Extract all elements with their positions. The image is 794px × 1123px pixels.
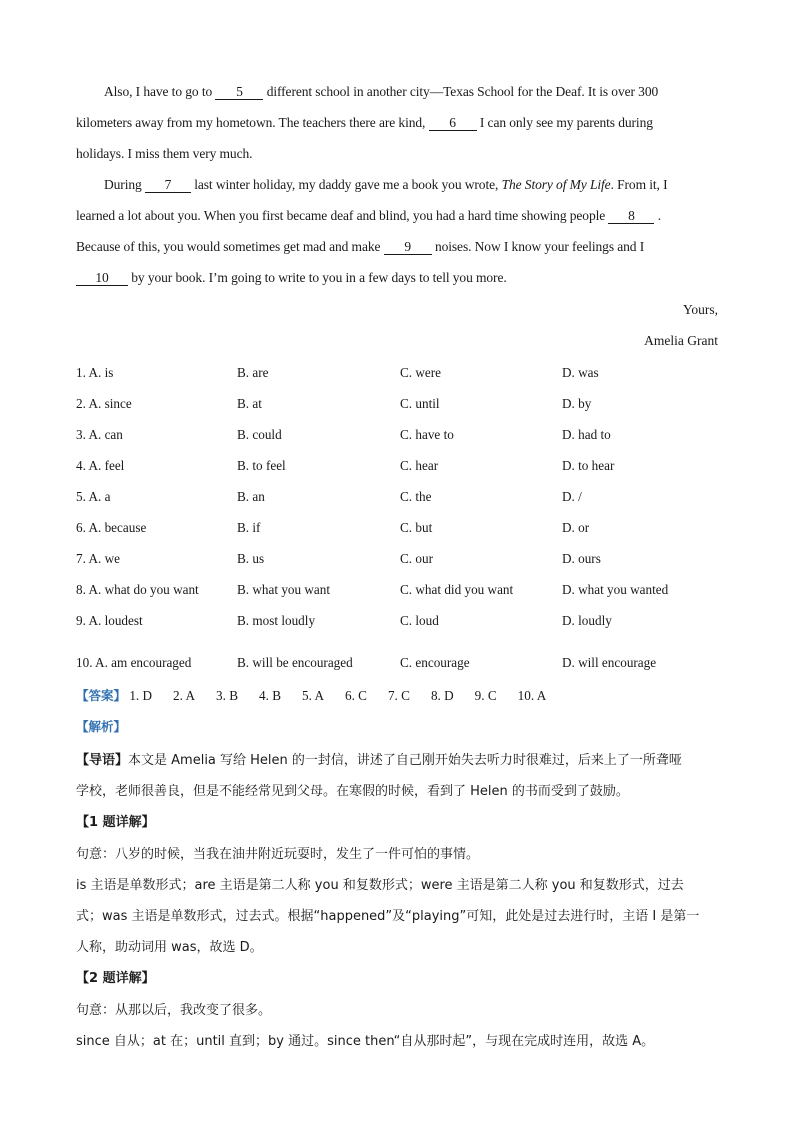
letter-signature: Amelia Grant <box>644 333 718 348</box>
blank-10: 10 <box>76 271 128 286</box>
q2-heading: 【2 题详解】 <box>76 971 155 986</box>
passage-line: holidays. I miss them very much. <box>76 146 253 161</box>
intro-line <box>76 749 682 768</box>
option-d: D. by <box>562 396 592 411</box>
analysis-tag: 【解析】 <box>76 719 127 734</box>
option-d: D. what you wanted <box>562 582 669 597</box>
q2-line: since 自从；at 在；until 直到；by 通过。since then“自从那时起”，与现在完成时连用，故选 A。 <box>76 1034 655 1049</box>
option-b: B. are <box>237 365 269 380</box>
option-a: 2. A. since <box>76 396 132 411</box>
option-row <box>76 655 736 673</box>
intro-line: 学校，老师很善良，但是不能经常见到父母。在寒假的时候，看到了 Helen 的书而受到了鼓励。 <box>76 784 629 799</box>
answer-item: 3. B <box>216 688 238 703</box>
answer-item: 6. C <box>344 688 367 703</box>
option-a: 10. A. am encouraged <box>76 655 192 670</box>
blank-7: 7 <box>145 178 191 193</box>
passage-text: During <box>104 177 142 192</box>
q1-line: is 主语是单数形式；are 主语是第二人称 you 和复数形式；were 主语是第二人称 you 和复数形式，过去 <box>76 878 684 893</box>
intro-text: 本文是 Amelia 写给 Helen 的一封信，讲述了自己刚开始失去听力时很难过，后来上了一所聋哑 <box>128 753 682 768</box>
passage-text: learned a lot about you. When you first became deaf and blind, you had a hard time showing people <box>76 208 606 223</box>
option-b: B. most loudly <box>237 613 316 628</box>
option-c: C. were <box>400 365 442 380</box>
q1-line: 句意：八岁的时候，当我在油井附近玩耍时，发生了一件可怕的事情。 <box>76 847 480 862</box>
passage-text: . <box>657 208 661 223</box>
answer-item: 10. A <box>517 688 547 703</box>
option-d: D. loudly <box>562 613 612 628</box>
option-a: 7. A. we <box>76 551 120 566</box>
q1-line: 人称，助动词用 was，故选 D。 <box>76 940 263 955</box>
option-d: D. to hear <box>562 458 615 473</box>
option-d: D. ours <box>562 551 601 566</box>
passage-line <box>76 270 507 286</box>
option-d: D. was <box>562 365 599 380</box>
answer-item: 5. A <box>301 688 324 703</box>
option-a: 9. A. loudest <box>76 613 143 628</box>
answer-item: 9. C <box>474 688 497 703</box>
intro-tag: 【导语】 <box>76 753 129 768</box>
passage-line <box>76 115 653 131</box>
passage-text: kilometers away from my hometown. The teachers there are kind, <box>76 115 426 130</box>
option-row <box>76 551 736 569</box>
option-c: C. have to <box>400 427 454 442</box>
blank-6: 6 <box>429 116 477 131</box>
option-c: C. encourage <box>400 655 470 670</box>
passage-text: last winter holiday, my daddy gave me a book you wrote, <box>194 177 499 192</box>
answer-item: 2. A <box>173 688 196 703</box>
blank-5: 5 <box>215 85 263 100</box>
passage-line <box>104 177 668 193</box>
option-c: C. but <box>400 520 433 535</box>
option-row <box>76 520 736 538</box>
option-a: 4. A. feel <box>76 458 125 473</box>
passage-text: by your book. I’m going to write to you in a few days to tell you more. <box>131 270 507 285</box>
option-b: B. us <box>237 551 265 566</box>
analysis-heading <box>76 717 126 735</box>
passage-text: . From it, I <box>610 177 668 192</box>
option-row <box>76 396 736 414</box>
passage-text: I can only see my parents during <box>479 115 653 130</box>
option-b: B. will be encouraged <box>237 655 353 670</box>
option-row <box>76 458 736 476</box>
option-b: B. could <box>237 427 282 442</box>
passage-line <box>76 208 661 224</box>
option-row <box>76 365 736 383</box>
option-b: B. to feel <box>237 458 286 473</box>
answer-item: 7. C <box>387 688 410 703</box>
option-b: B. if <box>237 520 261 535</box>
option-a: 3. A. can <box>76 427 123 442</box>
passage-text: noises. Now I know your feelings and I <box>434 239 645 254</box>
passage-text: Because of this, you would sometimes get mad and make <box>76 239 381 254</box>
q1-line: 式；was 主语是单数形式，过去式。根据“happened”及“playing”可知，此处是过去进行时，主语 I 是第一 <box>76 909 700 924</box>
option-a: 5. A. a <box>76 489 111 504</box>
option-row <box>76 582 736 600</box>
option-c: C. until <box>400 396 440 411</box>
letter-closing: Yours, <box>682 302 718 317</box>
passage-line <box>104 84 658 100</box>
option-a: 8. A. what do you want <box>76 582 199 597</box>
answer-item: 1. D <box>129 688 153 703</box>
passage-line <box>76 239 644 255</box>
blank-8: 8 <box>608 209 654 224</box>
q1-heading: 【1 题详解】 <box>76 815 155 830</box>
answer-row <box>76 686 567 704</box>
option-d: D. / <box>562 489 582 504</box>
option-a: 6. A. because <box>76 520 147 535</box>
option-c: C. hear <box>400 458 439 473</box>
answer-item: 4. B <box>259 688 281 703</box>
option-row <box>76 613 736 631</box>
option-d: D. will encourage <box>562 655 657 670</box>
option-c: C. the <box>400 489 432 504</box>
option-c: C. our <box>400 551 433 566</box>
answer-item: 8. D <box>430 688 454 703</box>
option-c: C. loud <box>400 613 439 628</box>
option-a: 1. A. is <box>76 365 114 380</box>
option-b: B. what you want <box>237 582 331 597</box>
option-c: C. what did you want <box>400 582 514 597</box>
option-b: B. an <box>237 489 265 504</box>
option-d: D. or <box>562 520 590 535</box>
passage-text: different school in another city—Texas School for the Deaf. It is over 300 <box>266 84 659 99</box>
book-title: The Story of My Life <box>501 177 611 192</box>
option-d: D. had to <box>562 427 611 442</box>
option-row <box>76 489 736 507</box>
option-row <box>76 427 736 445</box>
q2-line: 句意：从那以后，我改变了很多。 <box>76 1003 272 1018</box>
passage-text: Also, I have to go to <box>104 84 213 99</box>
option-b: B. at <box>237 396 262 411</box>
answer-tag: 【答案】 <box>76 688 127 703</box>
blank-9: 9 <box>384 240 432 255</box>
answer-items <box>129 688 567 703</box>
